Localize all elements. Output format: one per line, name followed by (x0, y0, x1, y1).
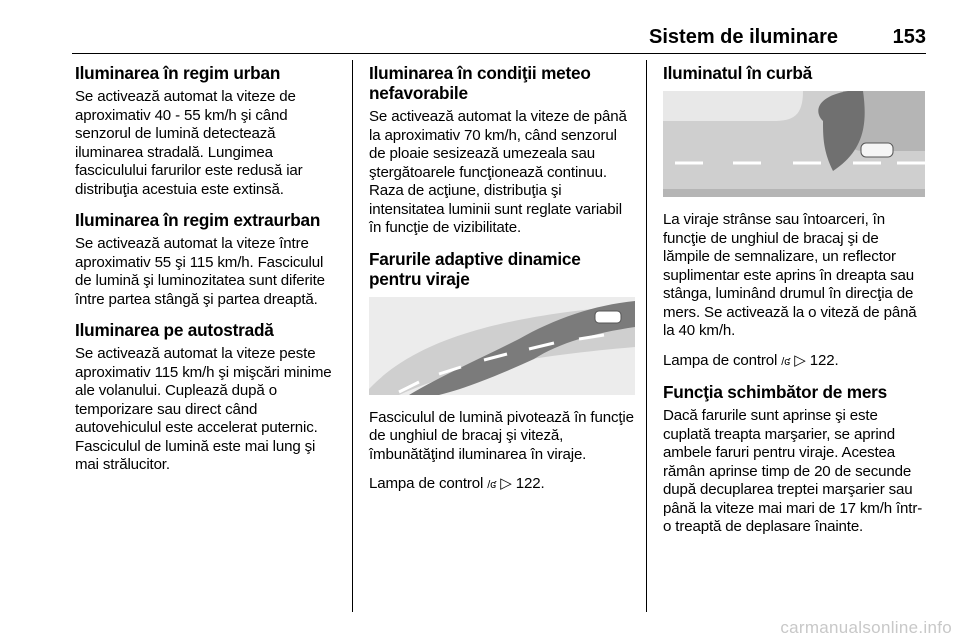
bad-weather-lighting-text: Se activează automat la viteze de până la aproximativ 70 km/h, când senzorul de ploaie sesizează umezeala sau ştergătoarele funcţionează continuu. Raza de acţiune, distribuţia şi intensitatea luminii sunt reglate variabil în funcţie de vizibilitate. (369, 108, 627, 236)
headlamp-warning-icon: /ʛ (487, 479, 497, 491)
adaptive-curve-lights-text: Fasciculul de lumină pivotează în funcţie de unghiul de bracaj şi viteză, îmbunătăţind iluminarea în viraje. (369, 408, 634, 463)
motorway-lighting-heading: Iluminarea pe autostradă (75, 320, 274, 340)
page-reference-link[interactable]: 122. (515, 475, 545, 492)
country-lighting-text: Se activează automat la viteze între aproximativ 55 şi 115 km/h. Fasciculul de lumină şi luminozitatea sunt diferite între partea stângă şi partea dreaptă. (75, 235, 325, 308)
bad-weather-lighting-heading: Iluminarea în condiţii meteo nefavorabile (369, 63, 591, 103)
reference-arrow-icon: ▷ (794, 351, 806, 369)
watermark: carmanualsonline.info (780, 618, 952, 637)
column-divider-2 (646, 60, 647, 612)
headlamp-warning-icon: /ʛ (781, 355, 791, 368)
adaptive-curve-lights-illustration (369, 297, 635, 395)
cornering-light-heading: Iluminatul în curbă (663, 63, 812, 83)
reverse-gear-function-heading: Funcţia schimbător de mers (663, 382, 888, 402)
cornering-light-text: La viraje strânse sau întoarceri, în funcţie de unghiul de bracaj şi de lămpile de semnalizare, un reflector suplimentar este aprins în dreapta sau stânga, luminând drumul în direcţia de mers. Se activează la o viteză de până la 40 km/h. (663, 211, 917, 339)
page-number: 153 (892, 26, 926, 48)
reference-arrow-icon: ▷ (500, 475, 512, 492)
column-divider-1 (352, 60, 353, 612)
urban-lighting-heading: Iluminarea în regim urban (75, 63, 281, 83)
motorway-lighting-text: Se activează automat la viteze peste aproximativ 115 km/h şi mişcări minime ale volanului. Cuplează după o temporizare sau direct când autovehiculul este accelerat puternic. Fasciculul de lumină este mai lung şi mai strălucitor. (75, 345, 332, 473)
column-3 (663, 63, 929, 548)
reverse-gear-function-text: Dacă farurile sunt aprinse şi este cuplată treapta marşarier, se aprind ambele faruri pentru viraje. Acestea rămân aprinse timp de 20 de secunde după decuplarea treptei marşarier sau până la viteze mai mari de 17 km/h într-o treaptă de deplasare înainte. (663, 407, 923, 535)
column-1 (75, 63, 343, 486)
country-lighting-heading: Iluminarea în regim extraurban (75, 210, 321, 230)
control-lamp-reference-2: Lampa de control /ʛ ▷ 122. (663, 351, 839, 369)
urban-lighting-text: Se activează automat la viteze de aproximativ 40 - 55 km/h şi când senzorul de lumină detectează iluminarea stradală. Lungimea fasciculului farurilor este redusă iar distribuţia acestuia este extinsă. (75, 88, 303, 198)
column-2 (369, 63, 635, 506)
control-lamp-reference: Lampa de control /ʛ ▷ 122. (369, 475, 545, 492)
page-header (72, 26, 926, 54)
adaptive-curve-lights-heading: Farurile adaptive dinamice pentru viraje (369, 248, 581, 289)
cornering-light-illustration (663, 91, 925, 197)
section-title: Sistem de iluminare (649, 26, 838, 48)
page-reference-link[interactable]: 122. (809, 351, 839, 369)
header-divider (72, 53, 926, 54)
